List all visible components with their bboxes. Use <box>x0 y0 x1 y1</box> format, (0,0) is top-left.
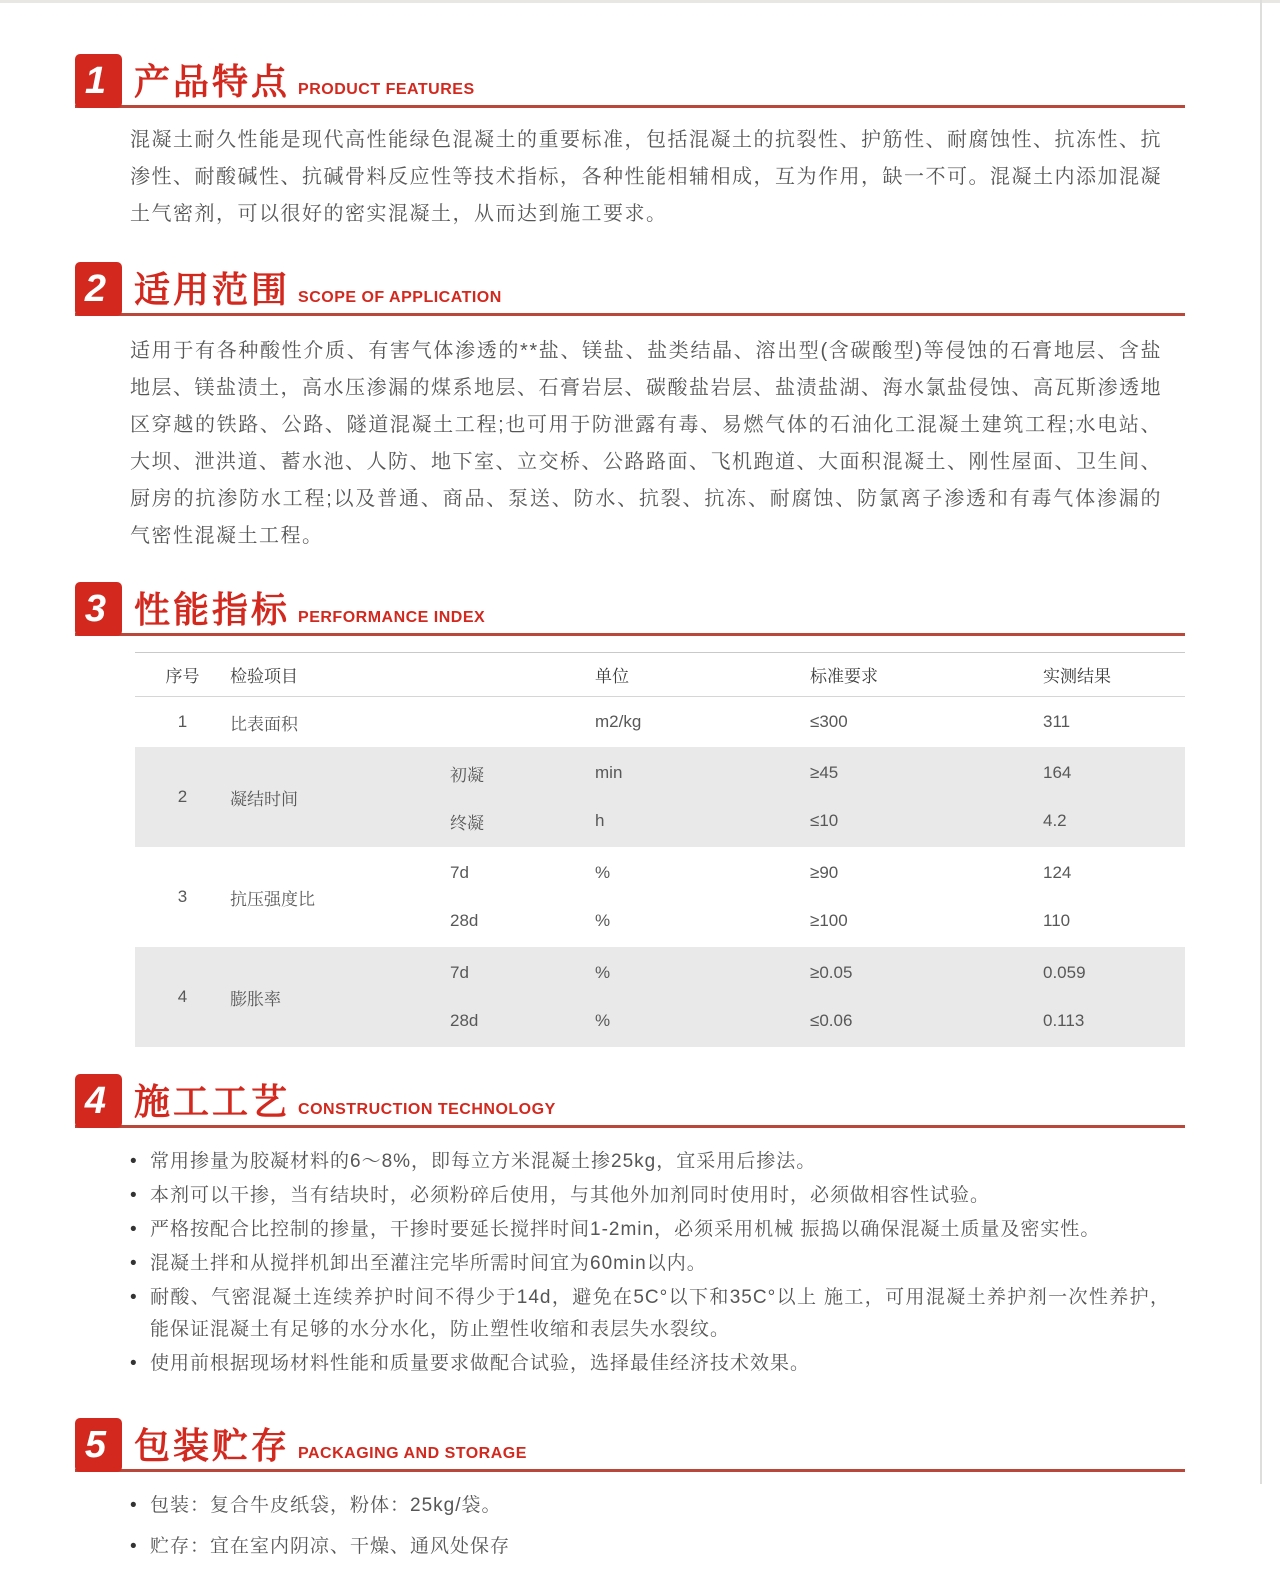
section-title: 包装贮存 <box>134 1425 291 1466</box>
section-subtitle: PRODUCT FEATURES <box>298 81 475 98</box>
performance-table <box>135 652 1185 1047</box>
table-header-row <box>135 653 1185 697</box>
page-right-border <box>1260 0 1262 1484</box>
section-subtitle: SCOPE OF APPLICATION <box>298 289 502 306</box>
scope-paragraph: 适用于有各种酸性介质、有害气体渗透的**盐、镁盐、盐类结晶、溶出型(含碳酸型)等侵蚀的石膏地层、含盐地层、镁盐渍土，高水压渗漏的煤系地层、石膏岩层、碳酸盐岩层、盐渍盐湖、海水氯盐侵蚀、高瓦斯渗透地区穿越的铁路、公路、隧道混凝土工程;也可用于防泄露有毒、易燃气体的石油化工混凝土建筑工程;水电站、大坝、泄洪道、蓄水池、人防、地下室、立交桥、公路路面、飞机跑道、大面积混凝土、刚性屋面、卫生间、厨房的抗渗防水工程;以及普通、商品、泵送、防水、抗裂、抗冻、耐腐蚀、防氯离子渗透和有毒气体渗漏的气密性混凝土工程。 <box>130 340 1162 547</box>
col-header-req: 标准要求 <box>810 667 878 686</box>
section-title: 性能指标 <box>134 589 291 630</box>
bullet-dot: • <box>130 1151 138 1172</box>
section-subtitle: PERFORMANCE INDEX <box>298 609 486 626</box>
bullet-item: • 本剂可以干掺，当有结块时，必须粉碎后使用，与其他外加剂同时使用时，必须做相容性试验。 <box>130 1180 1170 1212</box>
bullet-item: • 使用前根据现场材料性能和质量要求做配合试验，选择最佳经济技术效果。 <box>130 1348 1170 1380</box>
col-header-result: 实测结果 <box>1043 667 1111 686</box>
col-header-unit: 单位 <box>595 667 629 686</box>
bullet-dot: • <box>130 1185 138 1206</box>
product-features-paragraph: 混凝土耐久性能是现代高性能绿色混凝土的重要标准，包括混凝土的抗裂性、护筋性、耐腐蚀性、抗冻性、抗渗性、耐酸碱性、抗碱骨料反应性等技术指标，各种性能相辅相成，互为作用，缺一不可。混凝土内添加混凝土气密剂，可以很好的密实混凝土，从而达到施工要求。 <box>130 129 1162 225</box>
col-header-no: 序号 <box>165 667 200 686</box>
bullet-dot: • <box>130 1536 138 1557</box>
section-number-badge: 1 <box>75 54 122 108</box>
bullet-dot: • <box>130 1219 138 1240</box>
table-row: 3 抗压强度比 7d % ≥90 124 28d % ≥100 110 <box>177 863 1072 930</box>
section-number-badge: 3 <box>75 582 122 636</box>
bullet-dot: • <box>130 1253 138 1274</box>
table-row: 4 膨胀率 7d % ≥0.05 0.059 28d % ≤0.06 0.113 <box>135 947 1185 1047</box>
bullet-item: • 包装：复合牛皮纸袋，粉体：25kg/袋。 <box>130 1490 1170 1522</box>
bullet-dot: • <box>130 1353 138 1374</box>
section-1-header <box>75 54 1185 108</box>
section-5-header <box>75 1418 1185 1472</box>
bullet-item: • 贮存：宜在室内阴凉、干燥、通风处保存 <box>130 1531 1170 1563</box>
section-number-badge: 5 <box>75 1418 122 1472</box>
col-header-item: 检验项目 <box>230 667 298 686</box>
table-row: 1 比表面积 m2/kg ≤300 311 <box>177 712 1071 734</box>
section-3-header <box>75 582 1185 636</box>
bullet-item: • 混凝土拌和从搅拌机卸出至灌注完毕所需时间宜为60min以内。 <box>130 1248 1170 1280</box>
section-title: 产品特点 <box>134 61 291 102</box>
section-title: 施工工艺 <box>134 1081 291 1122</box>
table-row: 2 凝结时间 初凝 min ≥45 164 终凝 h ≤10 4.2 <box>135 747 1185 847</box>
bullet-dot: • <box>130 1287 138 1308</box>
section-title: 适用范围 <box>134 269 291 310</box>
section-number-badge: 2 <box>75 262 122 316</box>
bullet-dot: • <box>130 1495 138 1516</box>
section-2-header <box>75 262 1185 316</box>
bullet-item: • 严格按配合比控制的掺量，干掺时要延长搅拌时间1-2min，必须采用机械 振捣以确保混凝土质量及密实性。 <box>130 1214 1170 1246</box>
packaging-bullet-list <box>130 1490 1170 1563</box>
section-subtitle: CONSTRUCTION TECHNOLOGY <box>298 1101 556 1118</box>
construction-bullet-list <box>130 1146 1170 1380</box>
bullet-item: • 常用掺量为胶凝材料的6～8%，即每立方米混凝土掺25kg，宜采用后掺法。 <box>130 1146 1170 1178</box>
section-subtitle: PACKAGING AND STORAGE <box>298 1445 527 1462</box>
bullet-item: • 耐酸、气密混凝土连续养护时间不得少于14d，避免在5C°以下和35C°以上 施工，可用混凝土养护剂一次性养护，能保证混凝土有足够的水分水化，防止塑性收缩和表层失水裂纹。 <box>130 1282 1170 1346</box>
section-4-header <box>75 1074 1185 1128</box>
document-body <box>75 0 1185 1572</box>
section-number-badge: 4 <box>75 1074 122 1128</box>
